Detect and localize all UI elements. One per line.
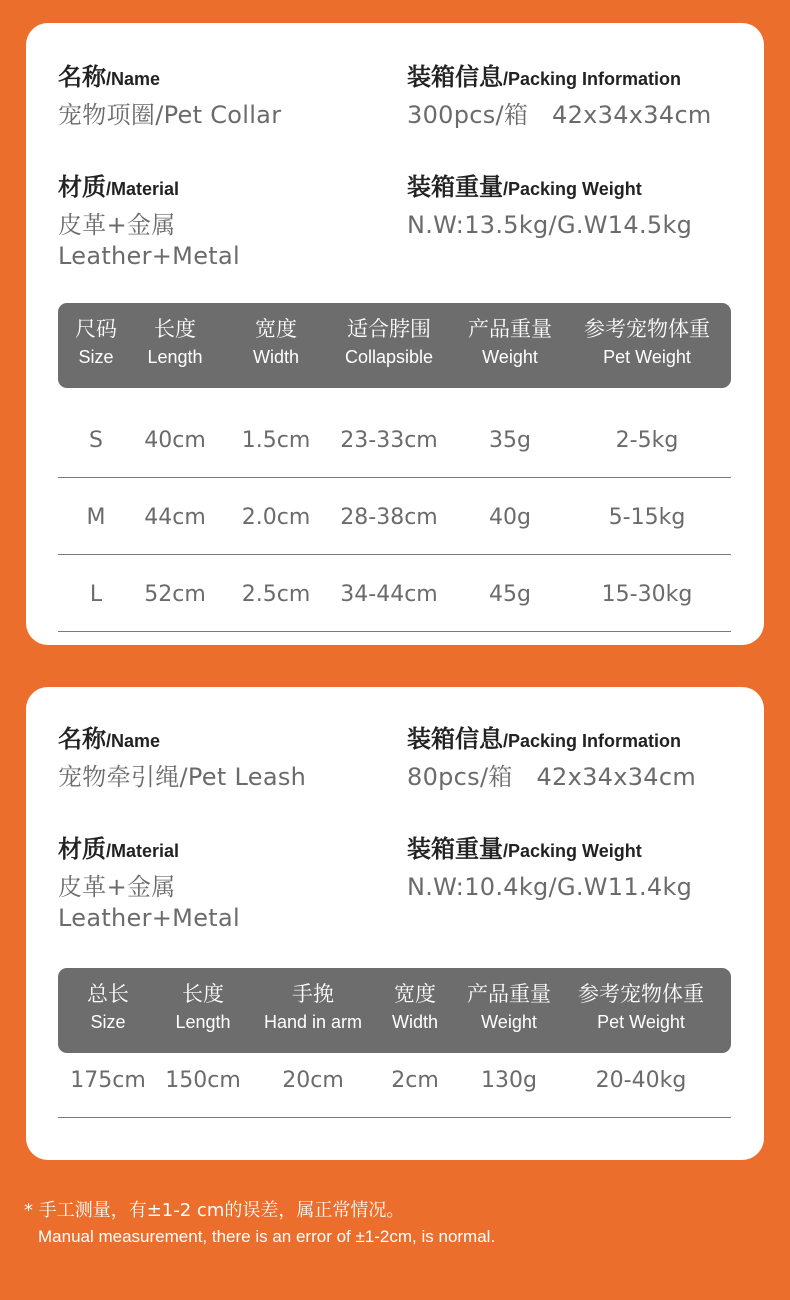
packing-weight-label-cn: 装箱重量: [407, 173, 503, 201]
cell-width: 1.5cm: [241, 428, 311, 453]
col-header-length: 长度 Length: [147, 317, 203, 367]
col-header-size: 尺码 Size: [75, 317, 117, 367]
cell-weight: 45g: [489, 582, 531, 607]
packing-weight-label-en: /Packing Weight: [503, 841, 642, 861]
cell-width: 2.0cm: [241, 505, 311, 530]
table-row: [58, 478, 731, 555]
cell-pet-weight: 20-40kg: [595, 1068, 687, 1093]
col-header-weight: 产品重量 Weight: [468, 317, 552, 367]
leash-spec-card: [26, 687, 764, 1160]
collar-spec-card: [26, 23, 764, 645]
col-header-width: 宽度 Width: [252, 317, 300, 367]
cell-hand-in-arm: 20cm: [282, 1068, 344, 1093]
cell-length: 40cm: [144, 428, 206, 453]
name-label-cn: 名称: [58, 725, 106, 753]
cell-neck: 28-38cm: [340, 505, 438, 530]
col-header-total-length: 总长 Size: [87, 982, 129, 1032]
leash-material-value-cn: 皮革+金属: [58, 873, 176, 901]
packing-weight-label-en: /Packing Weight: [503, 179, 642, 199]
cell-pet-weight: 5-15kg: [608, 505, 686, 530]
collar-packing-info-value: 300pcs/箱 42x34x34cm: [407, 101, 712, 129]
leash-material-field: [58, 835, 240, 934]
table-row: [58, 1041, 731, 1118]
material-label-en: /Material: [106, 179, 180, 199]
packing-info-label-en: /Packing Information: [503, 69, 682, 89]
leash-packing-weight-field: [407, 835, 692, 903]
collar-material-value-cn: 皮革+金属: [58, 211, 176, 239]
table-row: [58, 555, 731, 632]
collar-material-field: [58, 173, 240, 272]
cell-weight: 35g: [489, 428, 531, 453]
cell-width: 2.5cm: [241, 582, 311, 607]
collar-name-field: [58, 63, 281, 131]
measurement-note: [24, 1198, 495, 1250]
leash-name-value: 宠物牵引绳/Pet Leash: [58, 763, 307, 791]
col-header-width: 宽度 Width: [391, 982, 439, 1032]
collar-packing-weight-value: N.W:13.5kg/G.W14.5kg: [407, 211, 693, 239]
name-label-en: /Name: [106, 69, 161, 89]
cell-length: 52cm: [144, 582, 206, 607]
cell-total-length: 175cm: [70, 1068, 146, 1093]
leash-name-field: [58, 725, 306, 793]
material-label-cn: 材质: [58, 835, 106, 863]
table-row: [58, 401, 731, 478]
leash-packing-info-field: [407, 725, 696, 793]
leash-packing-info-value: 80pcs/箱 42x34x34cm: [407, 763, 697, 791]
cell-pet-weight: 2-5kg: [615, 428, 679, 453]
cell-weight: 130g: [481, 1068, 537, 1093]
cell-length: 44cm: [144, 505, 206, 530]
collar-name-value: 宠物项圈/Pet Collar: [58, 101, 282, 129]
cell-neck: 23-33cm: [340, 428, 438, 453]
col-header-weight: 产品重量 Weight: [467, 982, 551, 1032]
name-label-cn: 名称: [58, 63, 106, 91]
packing-info-label-en: /Packing Information: [503, 731, 682, 751]
packing-info-label-cn: 装箱信息: [407, 725, 503, 753]
col-header-neck: 适合脖围 Collapsible: [344, 317, 434, 367]
collar-packing-weight-field: [407, 173, 692, 241]
cell-length: 150cm: [165, 1068, 241, 1093]
note-cn: * 手工测量，有±1-2 cm的误差，属正常情况。: [24, 1200, 405, 1221]
cell-neck: 34-44cm: [340, 582, 438, 607]
packing-info-label-cn: 装箱信息: [407, 63, 503, 91]
collar-material-value-en: Leather+Metal: [58, 242, 240, 270]
cell-size: M: [86, 505, 106, 530]
table-header: [58, 303, 731, 388]
col-header-pet-weight: 参考宠物体重 Pet Weight: [578, 982, 704, 1032]
name-label-en: /Name: [106, 731, 161, 751]
col-header-pet-weight: 参考宠物体重 Pet Weight: [584, 317, 710, 367]
cell-weight: 40g: [489, 505, 531, 530]
note-en: Manual measurement, there is an error of ±1-2cm, is normal.: [38, 1227, 496, 1246]
material-label-en: /Material: [106, 841, 180, 861]
material-label-cn: 材质: [58, 173, 106, 201]
collar-packing-info-field: [407, 63, 712, 131]
packing-weight-label-cn: 装箱重量: [407, 835, 503, 863]
leash-packing-weight-value: N.W:10.4kg/G.W11.4kg: [407, 873, 693, 901]
col-header-length: 长度 Length: [175, 982, 231, 1032]
leash-material-value-en: Leather+Metal: [58, 904, 240, 932]
cell-pet-weight: 15-30kg: [601, 582, 693, 607]
cell-width: 2cm: [391, 1068, 439, 1093]
col-header-hand-in-arm: 手挽 Hand in arm: [263, 982, 363, 1032]
cell-size: L: [89, 582, 103, 607]
cell-size: S: [89, 428, 103, 453]
